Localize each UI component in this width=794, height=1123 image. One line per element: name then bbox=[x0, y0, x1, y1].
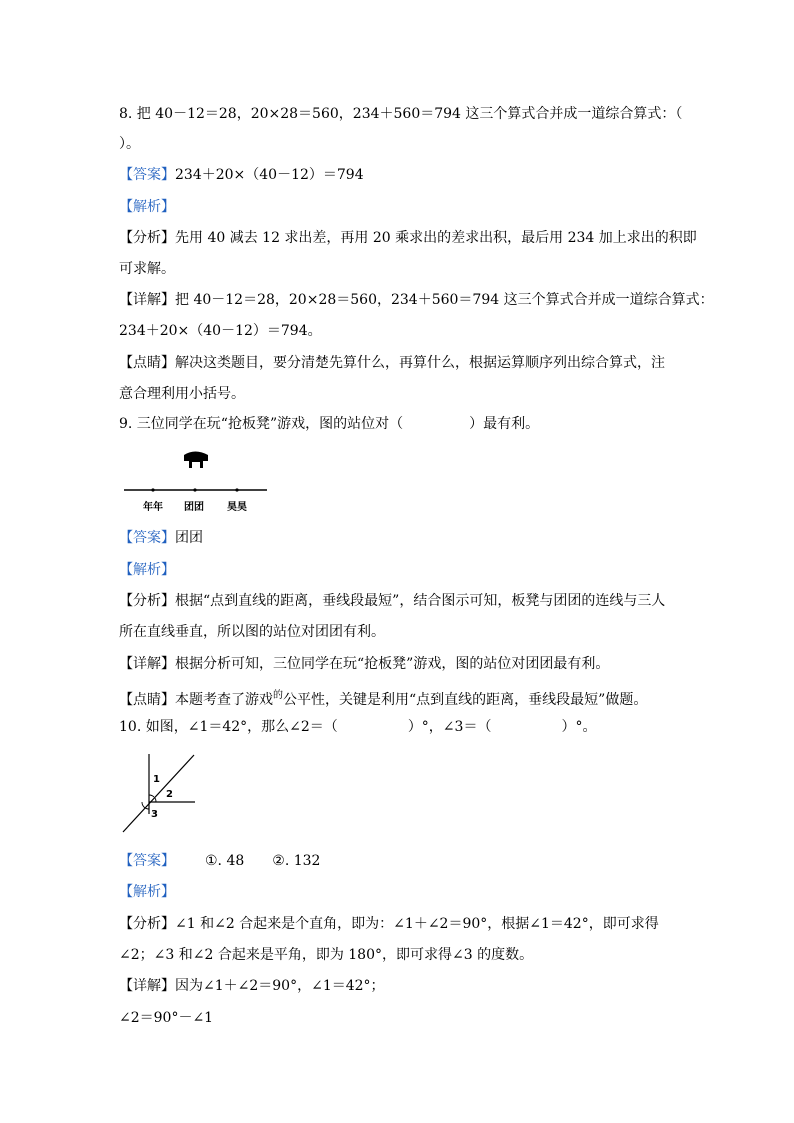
q10-xiangjie-line2: ∠2＝90°－∠1 bbox=[119, 1010, 214, 1026]
q9-fenxi-line1 bbox=[119, 591, 665, 611]
oblique-line bbox=[123, 755, 194, 832]
q10-stem-a: 10. 如图，∠1＝42°，那么∠2＝（ bbox=[119, 719, 338, 735]
q9-fenxi-line2: 所在直线垂直，所以图的站位对团团有利。 bbox=[119, 624, 385, 640]
q9-stem bbox=[119, 414, 539, 434]
dianjing-tag: 【点睛】 bbox=[119, 355, 175, 371]
q9-stem-b: ）最有利。 bbox=[469, 416, 540, 432]
angle-1-arc bbox=[149, 795, 154, 797]
q9-answer bbox=[119, 528, 203, 548]
player-label-niannian: 年年 bbox=[143, 502, 163, 513]
xiangjie-tag: 【详解】 bbox=[119, 292, 175, 308]
dianjing-tag: 【点睛】 bbox=[119, 692, 175, 708]
xiangjie-tag: 【详解】 bbox=[119, 978, 175, 994]
q9-dianjing-line1 bbox=[119, 686, 647, 710]
q10-stem bbox=[119, 717, 596, 737]
angle-diagram bbox=[120, 752, 200, 834]
q9-dianjing-small: 的 bbox=[273, 690, 283, 701]
position-dot bbox=[235, 488, 238, 491]
answer-tag: 【答案】 bbox=[119, 167, 175, 183]
q8-answer-text: 234＋20×（40－12）＝794 bbox=[175, 167, 364, 183]
q10-figure bbox=[120, 752, 200, 834]
fenxi-tag: 【分析】 bbox=[119, 593, 175, 609]
q10-fenxi-text1: ∠1 和∠2 合起来是个直角，即为：∠1＋∠2＝90°，根据∠1＝42°，即可求得 bbox=[175, 916, 659, 932]
xiangjie-tag: 【详解】 bbox=[119, 656, 175, 672]
stool-icon bbox=[184, 452, 208, 469]
q8-fenxi-line2: 可求解。 bbox=[119, 261, 175, 277]
q10-xiangjie-line1 bbox=[119, 976, 385, 996]
q9-analysis-tag: 【解析】 bbox=[119, 562, 175, 578]
q10-xiangjie-text1: 因为∠1＋∠2＝90°，∠1＝42°； bbox=[175, 978, 385, 994]
q9-figure bbox=[124, 447, 269, 517]
q8-answer bbox=[119, 165, 364, 185]
player-label-haohao: 昊昊 bbox=[227, 502, 247, 513]
q8-stem-line1: 8. 把 40－12＝28，20×28＝560，234＋560＝794 这三个算式合并成一道综合算式：（ bbox=[119, 106, 683, 122]
q9-stem-a: 9. 三位同学在玩“抢板凳”游戏，图的站位对（ bbox=[119, 416, 404, 432]
player-label-tuantuan: 团团 bbox=[184, 502, 204, 513]
q8-xiangjie-line2: 234＋20×（40－12）＝794。 bbox=[119, 323, 322, 339]
fenxi-tag: 【分析】 bbox=[119, 230, 175, 246]
q9-xiangjie-line1 bbox=[119, 654, 609, 674]
answer-tag: 【答案】 bbox=[119, 853, 175, 869]
q8-dianjing-text1: 解决这类题目，要分清楚先算什么，再算什么，根据运算顺序列出综合算式，注 bbox=[175, 355, 665, 371]
q10-answer bbox=[119, 851, 320, 871]
answer-tag: 【答案】 bbox=[119, 530, 175, 546]
q10-stem-b: ）°，∠3＝（ bbox=[407, 719, 492, 735]
q8-xiangjie-text1: 把 40－12＝28，20×28＝560，234＋560＝794 这三个算式合并成一道综合算式： bbox=[175, 292, 714, 308]
q8-stem-line2: ）。 bbox=[119, 136, 140, 152]
q8-analysis-tag: 【解析】 bbox=[119, 199, 175, 215]
q10-answer-1: ①. 48 bbox=[205, 853, 245, 869]
q10-analysis-tag: 【解析】 bbox=[119, 884, 175, 900]
fenxi-tag: 【分析】 bbox=[119, 916, 175, 932]
angle-label-1: 1 bbox=[153, 774, 160, 785]
q9-answer-text: 团团 bbox=[175, 530, 203, 546]
q8-fenxi-line1 bbox=[119, 228, 697, 248]
q9-dianjing-b: 公平性，关键是利用“点到直线的距离，垂线段最短”做题。 bbox=[283, 692, 648, 708]
q10-fenxi-line2: ∠2；∠3 和∠2 合起来是平角，即为 180°，即可求得∠3 的度数。 bbox=[119, 947, 534, 963]
q10-fenxi-line1 bbox=[119, 914, 659, 934]
q8-fenxi-text1: 先用 40 减去 12 求出差，再用 20 乘求出的差求出积，最后用 234 加上求出的积即 bbox=[175, 230, 697, 246]
q8-xiangjie-line1 bbox=[119, 290, 714, 310]
q9-fenxi-text1: 根据“点到直线的距离，垂线段最短”，结合图示可知，板凳与团团的连线与三人 bbox=[175, 593, 666, 609]
angle-label-2: 2 bbox=[166, 789, 173, 800]
q8-dianjing-line1 bbox=[119, 353, 665, 373]
q10-answer-2: ②. 132 bbox=[272, 853, 321, 869]
q10-stem-c: ）°。 bbox=[561, 719, 597, 735]
q9-dianjing-a: 本题考查了游戏 bbox=[175, 692, 273, 708]
angle-label-3: 3 bbox=[151, 809, 158, 820]
q9-xiangjie-text1: 根据分析可知，三位同学在玩“抢板凳”游戏，图的站位对团团最有利。 bbox=[175, 656, 610, 672]
position-dot bbox=[193, 488, 196, 491]
q8-dianjing-line2: 意合理利用小括号。 bbox=[119, 386, 245, 402]
position-dot bbox=[151, 488, 154, 491]
